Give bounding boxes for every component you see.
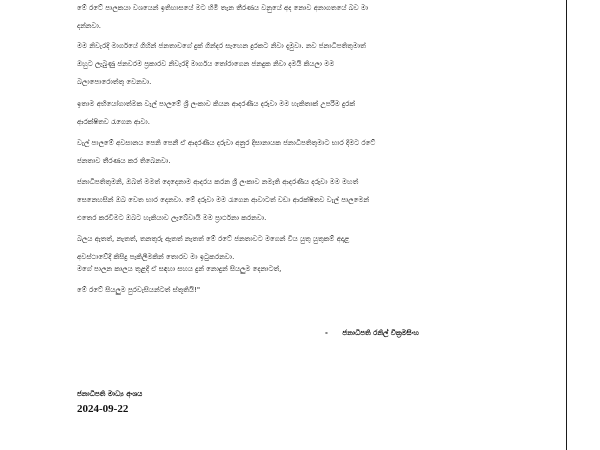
signature-name: ජනාධිපති රනිල් වික්‍රමසිංහ [342, 329, 419, 337]
paragraph-line: සෙනෙහසින් ඔබ වෙත භාර දෙනවා. මේ දරුවා මම රැගෙන ආවාටත් වඩා ආරක්ෂිතව වැල් පාලමෙන් [77, 196, 370, 204]
signature-dash: - [325, 329, 328, 337]
paragraph-7 [77, 260, 555, 278]
paragraph-line: ජනතාව තීරණය කර තිබෙනවා. [77, 157, 171, 165]
paragraph-1 [77, 0, 555, 35]
paragraph-3 [77, 95, 555, 131]
signature-block [325, 326, 419, 340]
paragraph-line: ඔහුට ලැබුණු ජනවරම ප්‍රකාරව නිවැරදි මාර්ගය තෝරාගෙන ජනදුක නිවා දමයි කියලා මම [77, 60, 335, 68]
paragraph-8 [77, 281, 555, 299]
paragraph-line: ඉතාම අභියෝගාත්මක වැල් පාලමේ ශ්‍රී ලංකාව කියන ආදරණීය දරුවා මම හැකිතාක් උපරිම දුරක් [77, 100, 356, 108]
issuer-name: ජනාධිපති මාධ්‍ය අංශය [77, 390, 143, 398]
paragraph-line: ආරක්ෂිතව රැගෙන ආවා. [77, 118, 150, 126]
paragraph-line: අවස්ථාවේදී කිසිදු පැකිලීමකින් තොරව මා ඉටුකරනවා. [77, 253, 235, 261]
paragraph-2 [77, 37, 555, 91]
paragraph-line: මේ රටේ සියලුම පුරවැසියන්ටත් ස්තූතියි!" [77, 286, 201, 294]
paragraph-line: බලය ඇතත්, නැතත්, තනතුරු ඇතත් නැතත් මේ රටේ ජනතාවට මගෙන් විය යුතු යුතුකම් අදාළ [77, 235, 350, 243]
page-edge-divider [566, 0, 567, 450]
paragraph-line: වැල් පාලමේ අවසානය පෙනි පෙනී ඒ ආදරණීය දරුවා අනුර දිසානායක ජනාධිපතිතුමාට භාර දීමට රටේ [77, 139, 376, 147]
paragraph-line: එතෙර කරවීමට ඔබට හැකියාව ලැබේවායි මම ප්‍රාර්ථනා කරනවා. [77, 214, 267, 222]
paragraph-line: මම නිවැරදි මාර්ගයේ ගිහින් ජනතාවගේ දුක් ගින්දර සැහෙන දුරකට නිවා දැමුවා. නව ජනාධිපතිතුමාත් [77, 42, 366, 50]
paragraph-line: මගේ පාලන කාලය තුළදී ඒ සඳහා සහය දුන් නොදුන් සියලුම දෙනාටත්, [77, 265, 282, 273]
paragraph-4 [77, 134, 555, 170]
paragraph-5 [77, 173, 555, 227]
paragraph-line: මේ රටේ පාලකයා වශයෙන් ඉතිහාසයේ මට හිමි තැන තීරණය වනුයේ අද නොව අනාගතයේ බව මා [77, 4, 369, 12]
issue-date: 2024-09-22 [77, 403, 129, 415]
paragraph-line: බලාපොරොත්තු වෙනවා. [77, 78, 152, 86]
paragraph-line: ජනාධිපතිතුමනි, ඔබත් මමත් දෙදෙනාම ආදරය කරන ශ්‍රී ලංකාව නමැති ආදරණීය දරුවා මම මහත් [77, 178, 359, 186]
paragraph-line: දන්නවා. [77, 22, 102, 30]
